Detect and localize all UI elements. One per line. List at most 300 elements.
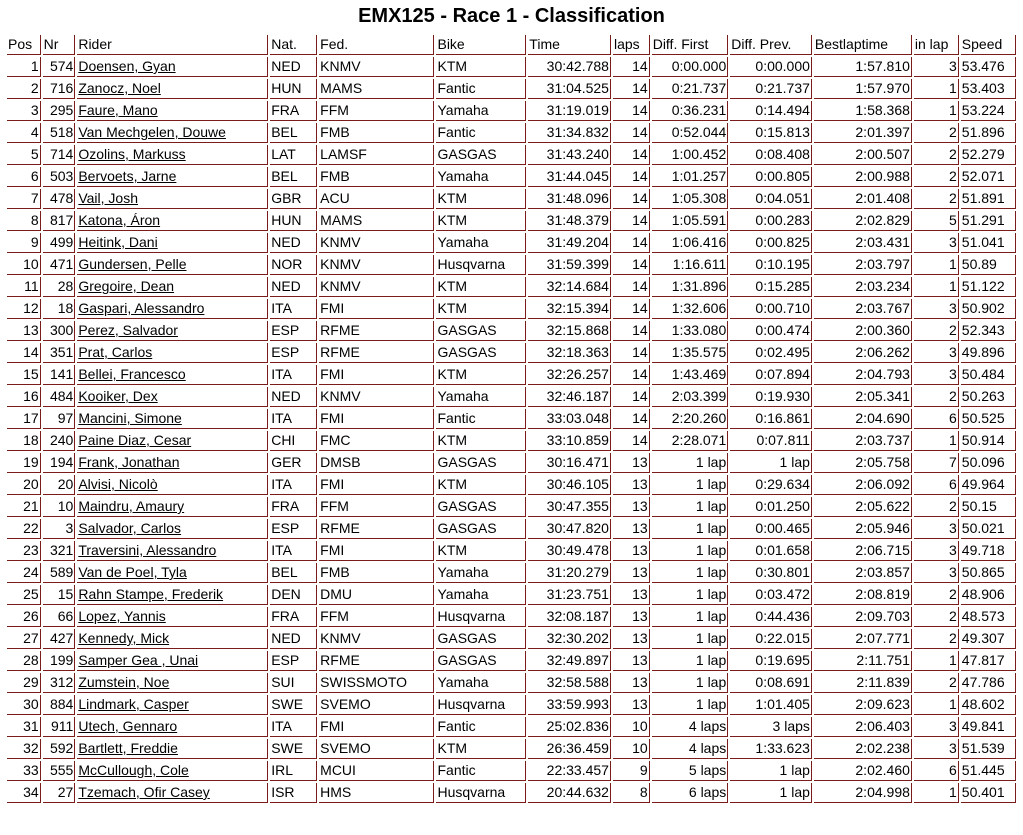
cell-nr: 518 [43,123,76,143]
cell-diff-prev: 0:15.285 [730,277,812,297]
cell-fed: FMB [319,167,434,187]
cell-speed: 51.891 [961,189,1016,209]
cell-laps: 14 [613,409,650,429]
cell-laps: 14 [613,79,650,99]
table-row [7,519,1016,539]
cell-laps: 14 [613,299,650,319]
column-header-rider: Rider [77,35,268,55]
cell-in-lap: 1 [914,431,959,451]
column-header-in-lap: in lap [914,35,959,55]
cell-fed: RFME [319,343,434,363]
cell-diff-first: 1 lap [652,497,729,517]
table-body [7,57,1016,803]
table-row [7,211,1016,231]
table-row [7,233,1016,253]
cell-in-lap: 2 [914,585,959,605]
cell-diff-first: 1 lap [652,651,729,671]
cell-time: 31:48.379 [528,211,611,231]
cell-diff-prev: 3 laps [730,717,812,737]
table-row [7,387,1016,407]
table-row [7,277,1016,297]
cell-in-lap: 5 [914,211,959,231]
cell-in-lap: 2 [914,167,959,187]
cell-nr: 300 [43,321,76,341]
cell-pos: 16 [7,387,41,407]
cell-laps: 14 [613,211,650,231]
rider-link[interactable]: Paine Diaz, Cesar [78,432,192,448]
cell-in-lap: 1 [914,255,959,275]
rider-link[interactable]: Alvisi, Nicolò [78,476,158,492]
cell-laps: 14 [613,387,650,407]
cell-speed: 50.15 [961,497,1016,517]
cell-speed: 50.89 [961,255,1016,275]
cell-nat: SWE [270,695,317,715]
rider-link[interactable]: Gaspari, Alessandro [78,300,205,316]
cell-speed: 49.896 [961,343,1016,363]
cell-nat: NOR [270,255,317,275]
cell-bestlaptime: 2:04.793 [814,365,912,385]
cell-pos: 19 [7,453,41,473]
cell-fed: RFME [319,321,434,341]
cell-speed: 50.865 [961,563,1016,583]
cell-laps: 13 [613,541,650,561]
cell-time: 31:19.019 [528,101,611,121]
cell-time: 31:43.240 [528,145,611,165]
cell-pos: 17 [7,409,41,429]
cell-nr: 97 [43,409,76,429]
cell-speed: 53.403 [961,79,1016,99]
rider-link[interactable]: Frank, Jonathan [78,454,180,470]
cell-time: 30:16.471 [528,453,611,473]
cell-diff-prev: 0:21.737 [730,79,812,99]
rider-link[interactable]: Tzemach, Ofir Casey [78,784,210,800]
cell-diff-first: 1 lap [652,475,729,495]
table-row [7,79,1016,99]
cell-time: 30:47.820 [528,519,611,539]
cell-bestlaptime: 1:57.810 [814,57,912,77]
cell-nat: HUN [270,211,317,231]
cell-nat: ESP [270,321,317,341]
rider-link[interactable]: Salvador, Carlos [78,520,182,536]
cell-diff-prev: 0:07.894 [730,365,812,385]
cell-laps: 13 [613,629,650,649]
rider-link[interactable]: Zumstein, Noe [78,674,170,690]
cell-bike: Yamaha [436,387,526,407]
cell-diff-prev: 0:30.801 [730,563,812,583]
cell-nr: 592 [43,739,76,759]
cell-diff-first: 1:00.452 [652,145,729,165]
cell-diff-prev: 1 lap [730,783,812,803]
cell-pos: 28 [7,651,41,671]
cell-bike: Yamaha [436,233,526,253]
page-title: EMX125 - Race 1 - Classification [358,5,665,27]
cell-bike: Fantic [436,79,526,99]
cell-bestlaptime: 2:01.408 [814,189,912,209]
cell-speed: 50.096 [961,453,1016,473]
cell-bike: KTM [436,299,526,319]
column-header-nat: Nat. [270,35,317,55]
cell-rider [77,167,268,187]
cell-diff-first: 1 lap [652,585,729,605]
cell-bestlaptime: 2:06.403 [814,717,912,737]
rider-link[interactable]: Ozolins, Markuss [78,146,186,162]
rider-link[interactable]: Heitink, Dani [78,234,158,250]
cell-bike: GASGAS [436,145,526,165]
cell-diff-first: 1:35.575 [652,343,729,363]
cell-nat: SWE [270,739,317,759]
cell-diff-prev: 0:00.825 [730,233,812,253]
cell-pos: 11 [7,277,41,297]
cell-pos: 18 [7,431,41,451]
cell-nr: 199 [43,651,76,671]
cell-nat: ITA [270,299,317,319]
cell-laps: 14 [613,145,650,165]
rider-link[interactable]: Faure, Mano [78,102,158,118]
cell-speed: 47.786 [961,673,1016,693]
cell-nat: NED [270,233,317,253]
cell-diff-first: 1:05.591 [652,211,729,231]
cell-speed: 51.539 [961,739,1016,759]
cell-bestlaptime: 2:07.771 [814,629,912,649]
cell-bike: KTM [436,211,526,231]
cell-bestlaptime: 2:02.460 [814,761,912,781]
cell-in-lap: 2 [914,387,959,407]
cell-diff-prev: 1:01.405 [730,695,812,715]
cell-fed: FMI [319,541,434,561]
cell-in-lap: 2 [914,145,959,165]
cell-diff-first: 2:03.399 [652,387,729,407]
table-row [7,673,1016,693]
header-row [7,35,1016,55]
cell-pos: 8 [7,211,41,231]
rider-link[interactable]: Katona, Áron [78,212,161,228]
rider-link[interactable]: Prat, Carlos [78,344,153,360]
cell-rider [77,343,268,363]
cell-laps: 13 [613,585,650,605]
cell-bestlaptime: 2:03.431 [814,233,912,253]
cell-speed: 49.307 [961,629,1016,649]
cell-fed: DMU [319,585,434,605]
cell-nat: NED [270,57,317,77]
cell-speed: 50.902 [961,299,1016,319]
cell-diff-first: 1 lap [652,629,729,649]
cell-pos: 7 [7,189,41,209]
cell-bestlaptime: 2:05.341 [814,387,912,407]
cell-time: 30:42.788 [528,57,611,77]
cell-rider [77,189,268,209]
column-header-diff-first: Diff. First [652,35,729,55]
cell-rider [77,79,268,99]
cell-nr: 427 [43,629,76,649]
cell-diff-first: 2:20.260 [652,409,729,429]
cell-pos: 12 [7,299,41,319]
cell-diff-first: 1:43.469 [652,365,729,385]
cell-in-lap: 3 [914,233,959,253]
cell-diff-prev: 0:01.658 [730,541,812,561]
cell-rider [77,123,268,143]
cell-pos: 21 [7,497,41,517]
cell-pos: 10 [7,255,41,275]
cell-bike: GASGAS [436,629,526,649]
cell-nr: 10 [43,497,76,517]
cell-diff-prev: 0:00.283 [730,211,812,231]
rider-link[interactable]: Bervoets, Jarne [78,168,177,184]
cell-pos: 25 [7,585,41,605]
cell-diff-prev: 0:00.805 [730,167,812,187]
cell-nr: 555 [43,761,76,781]
table-row [7,739,1016,759]
cell-fed: MAMS [319,79,434,99]
cell-rider [77,717,268,737]
cell-diff-prev: 0:44.436 [730,607,812,627]
table-row [7,145,1016,165]
cell-diff-prev: 0:22.015 [730,629,812,649]
cell-nr: 471 [43,255,76,275]
cell-pos: 1 [7,57,41,77]
cell-in-lap: 3 [914,365,959,385]
cell-bike: KTM [436,475,526,495]
cell-fed: MAMS [319,211,434,231]
cell-bestlaptime: 2:05.622 [814,497,912,517]
cell-bike: Yamaha [436,167,526,187]
cell-in-lap: 3 [914,717,959,737]
cell-diff-prev: 0:01.250 [730,497,812,517]
rider-link[interactable]: Kennedy, Mick [78,630,170,646]
rider-link[interactable]: Mancini, Simone [78,410,182,426]
cell-laps: 14 [613,321,650,341]
column-header-bike: Bike [436,35,526,55]
table-row [7,299,1016,319]
cell-bestlaptime: 2:11.839 [814,673,912,693]
rider-link[interactable]: Maindru, Amaury [78,498,185,514]
cell-bestlaptime: 2:00.507 [814,145,912,165]
cell-rider [77,497,268,517]
cell-speed: 50.401 [961,783,1016,803]
cell-speed: 51.291 [961,211,1016,231]
rider-link[interactable]: Lindmark, Casper [78,696,189,712]
cell-rider [77,541,268,561]
cell-in-lap: 2 [914,497,959,517]
cell-fed: FMC [319,431,434,451]
cell-in-lap: 2 [914,123,959,143]
cell-time: 30:46.105 [528,475,611,495]
rider-link[interactable]: Zanocz, Noel [78,80,161,96]
cell-time: 30:47.355 [528,497,611,517]
cell-bike: Yamaha [436,585,526,605]
table-row [7,497,1016,517]
cell-diff-prev: 1:33.623 [730,739,812,759]
table-row [7,255,1016,275]
cell-speed: 52.343 [961,321,1016,341]
cell-diff-first: 0:21.737 [652,79,729,99]
cell-diff-prev: 0:19.930 [730,387,812,407]
rider-link[interactable]: Lopez, Yannis [78,608,166,624]
cell-rider [77,321,268,341]
table-row [7,453,1016,473]
cell-rider [77,695,268,715]
cell-diff-first: 1 lap [652,541,729,561]
cell-time: 32:14.684 [528,277,611,297]
cell-pos: 9 [7,233,41,253]
cell-nat: SUI [270,673,317,693]
cell-diff-prev: 0:08.408 [730,145,812,165]
cell-time: 32:46.187 [528,387,611,407]
cell-laps: 9 [613,761,650,781]
cell-diff-prev: 0:00.465 [730,519,812,539]
table-row [7,563,1016,583]
cell-time: 25:02.836 [528,717,611,737]
cell-time: 32:15.394 [528,299,611,319]
cell-fed: RFME [319,519,434,539]
cell-speed: 52.071 [961,167,1016,187]
cell-fed: LAMSF [319,145,434,165]
cell-rider [77,585,268,605]
rider-link[interactable]: Vail, Josh [78,190,138,206]
cell-rider [77,277,268,297]
cell-pos: 2 [7,79,41,99]
cell-in-lap: 3 [914,563,959,583]
cell-rider [77,57,268,77]
cell-nat: ISR [270,783,317,803]
cell-time: 31:48.096 [528,189,611,209]
cell-in-lap: 3 [914,57,959,77]
cell-bestlaptime: 2:09.703 [814,607,912,627]
rider-link[interactable]: Kooiker, Dex [78,388,158,404]
table-row [7,365,1016,385]
cell-laps: 13 [613,497,650,517]
cell-laps: 14 [613,255,650,275]
rider-link[interactable]: Utech, Gennaro [78,718,178,734]
table-row [7,101,1016,121]
rider-link[interactable]: Gregoire, Dean [78,278,175,294]
rider-link[interactable]: Bartlett, Freddie [78,740,178,756]
cell-rider [77,365,268,385]
cell-in-lap: 2 [914,189,959,209]
cell-rider [77,673,268,693]
cell-time: 32:49.897 [528,651,611,671]
cell-bike: GASGAS [436,343,526,363]
cell-nat: FRA [270,497,317,517]
rider-link[interactable]: McCullough, Cole [78,762,189,778]
cell-nr: 194 [43,453,76,473]
cell-speed: 53.476 [961,57,1016,77]
cell-pos: 24 [7,563,41,583]
table-row [7,695,1016,715]
cell-diff-first: 0:52.044 [652,123,729,143]
cell-laps: 14 [613,277,650,297]
cell-in-lap: 1 [914,101,959,121]
cell-nr: 66 [43,607,76,627]
cell-laps: 10 [613,717,650,737]
cell-speed: 52.279 [961,145,1016,165]
cell-rider [77,299,268,319]
cell-speed: 50.914 [961,431,1016,451]
cell-pos: 26 [7,607,41,627]
table-row [7,343,1016,363]
cell-nr: 20 [43,475,76,495]
cell-time: 32:26.257 [528,365,611,385]
rider-link[interactable]: Gundersen, Pelle [78,256,187,272]
cell-laps: 13 [613,695,650,715]
cell-fed: KNMV [319,387,434,407]
cell-laps: 13 [613,475,650,495]
cell-bestlaptime: 2:00.360 [814,321,912,341]
cell-bike: KTM [436,277,526,297]
rider-link[interactable]: Van de Poel, Tyla [78,564,187,580]
cell-bike: KTM [436,739,526,759]
cell-laps: 13 [613,453,650,473]
table-row [7,541,1016,561]
rider-link[interactable]: Bellei, Francesco [78,366,186,382]
cell-pos: 22 [7,519,41,539]
cell-pos: 32 [7,739,41,759]
cell-nr: 312 [43,673,76,693]
rider-link[interactable]: Perez, Salvador [78,322,178,338]
cell-bestlaptime: 2:03.234 [814,277,912,297]
cell-fed: KNMV [319,233,434,253]
cell-bestlaptime: 2:04.998 [814,783,912,803]
cell-bike: Yamaha [436,673,526,693]
cell-bike: Fantic [436,761,526,781]
cell-diff-first: 1:16.611 [652,255,729,275]
cell-nr: 484 [43,387,76,407]
cell-nr: 351 [43,343,76,363]
rider-link[interactable]: Traversini, Alessandro [78,542,217,558]
cell-pos: 30 [7,695,41,715]
cell-diff-prev: 0:00.000 [730,57,812,77]
table-row [7,123,1016,143]
cell-pos: 14 [7,343,41,363]
table-row [7,783,1016,803]
cell-diff-first: 2:28.071 [652,431,729,451]
cell-nr: 18 [43,299,76,319]
rider-link[interactable]: Rahn Stampe, Frederik [78,586,224,602]
cell-rider [77,739,268,759]
rider-link[interactable]: Samper Gea , Unai [78,652,199,668]
cell-bestlaptime: 1:58.368 [814,101,912,121]
cell-fed: MCUI [319,761,434,781]
column-header-fed: Fed. [319,35,434,55]
cell-laps: 13 [613,651,650,671]
cell-time: 31:23.751 [528,585,611,605]
cell-nr: 503 [43,167,76,187]
table-row [7,431,1016,451]
cell-bike: KTM [436,189,526,209]
cell-in-lap: 2 [914,673,959,693]
cell-laps: 14 [613,365,650,385]
cell-bestlaptime: 2:03.737 [814,431,912,451]
cell-bike: Husqvarna [436,783,526,803]
cell-nat: ESP [270,343,317,363]
cell-speed: 49.964 [961,475,1016,495]
cell-fed: FMB [319,563,434,583]
cell-nr: 141 [43,365,76,385]
cell-time: 31:34.832 [528,123,611,143]
cell-rider [77,145,268,165]
cell-fed: FMI [319,365,434,385]
cell-bike: GASGAS [436,519,526,539]
cell-diff-first: 1:06.416 [652,233,729,253]
cell-bike: GASGAS [436,453,526,473]
cell-bestlaptime: 2:06.262 [814,343,912,363]
rider-link[interactable]: Van Mechgelen, Douwe [78,124,226,140]
cell-laps: 8 [613,783,650,803]
cell-nat: NED [270,629,317,649]
cell-bestlaptime: 2:06.092 [814,475,912,495]
table-row [7,189,1016,209]
cell-fed: KNMV [319,255,434,275]
rider-link[interactable]: Doensen, Gyan [78,58,176,74]
